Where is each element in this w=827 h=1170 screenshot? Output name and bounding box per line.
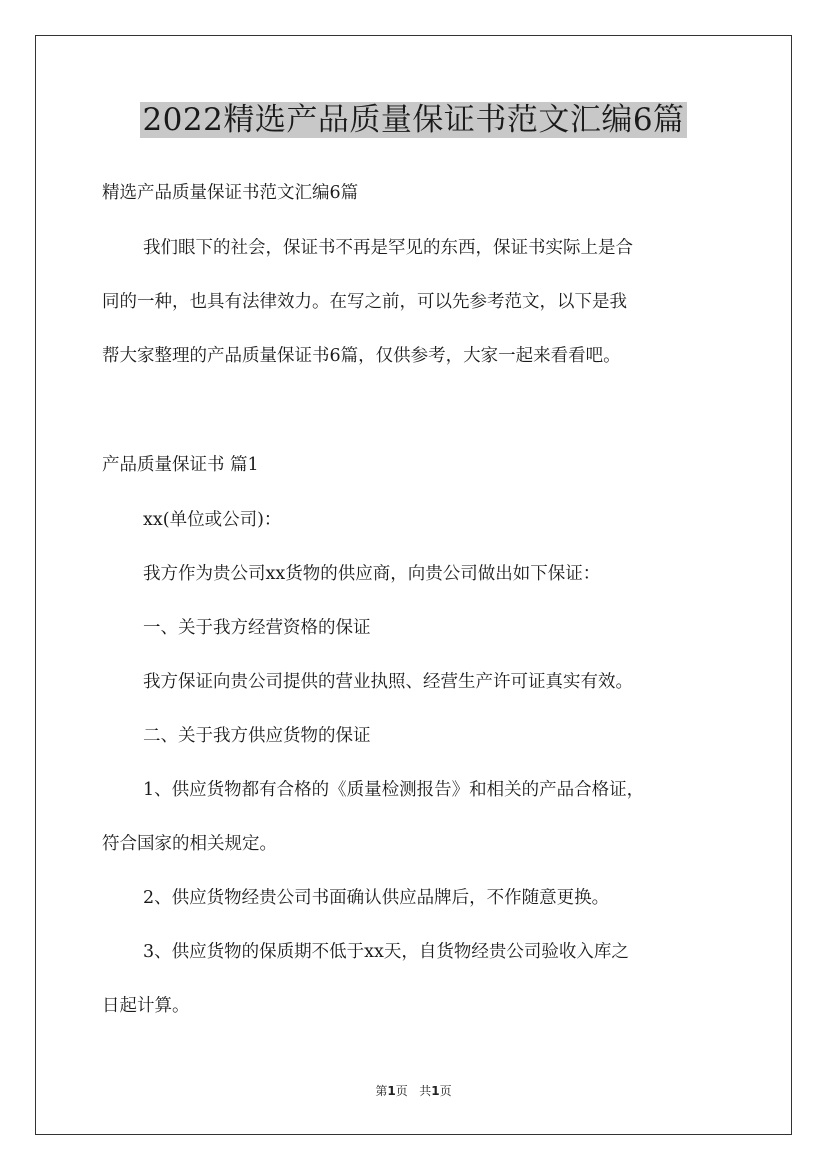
footer-total-prefix: 共	[419, 1084, 432, 1098]
page-footer	[0, 1083, 827, 1099]
document-title-text: 2022精选产品质量保证书范文汇编6篇	[142, 102, 685, 138]
body-line-4: 我方保证向贵公司提供的营业执照、经营生产许可证真实有效。	[143, 672, 633, 692]
body-line-9: 3、供应货物的保质期不低于xx天，自货物经贵公司验收入库之	[143, 942, 629, 962]
body-line-3: 一、关于我方经营资格的保证	[143, 618, 371, 638]
body-line-7: 符合国家的相关规定。	[102, 834, 277, 854]
body-line-5: 二、关于我方供应货物的保证	[143, 726, 371, 746]
section-heading: 产品质量保证书 篇1	[102, 455, 259, 475]
intro-line-3: 帮大家整理的产品质量保证书6篇，仅供参考，大家一起来看看吧。	[102, 346, 621, 366]
body-line-6: 1、供应货物都有合格的《质量检测报告》和相关的产品合格证，	[143, 780, 645, 800]
footer-total-pages: 1	[431, 1084, 440, 1098]
body-line-2: 我方作为贵公司xx货物的供应商，向贵公司做出如下保证：	[143, 564, 601, 584]
intro-line-2: 同的一种，也具有法律效力。在写之前，可以先参考范文，以下是我	[102, 292, 627, 312]
document-title	[0, 98, 827, 142]
footer-page-suffix: 页	[395, 1084, 408, 1098]
footer-page-prefix: 第	[375, 1084, 388, 1098]
body-line-10: 日起计算。	[102, 996, 190, 1016]
document-subtitle: 精选产品质量保证书范文汇编6篇	[102, 183, 359, 203]
body-line-8: 2、供应货物经贵公司书面确认供应品牌后，不作随意更换。	[143, 888, 610, 908]
body-line-1: xx(单位或公司)：	[143, 510, 282, 530]
footer-total-suffix: 页	[439, 1084, 452, 1098]
footer-page-number: 1	[387, 1084, 396, 1098]
intro-line-1: 我们眼下的社会，保证书不再是罕见的东西，保证书实际上是合	[143, 238, 633, 258]
